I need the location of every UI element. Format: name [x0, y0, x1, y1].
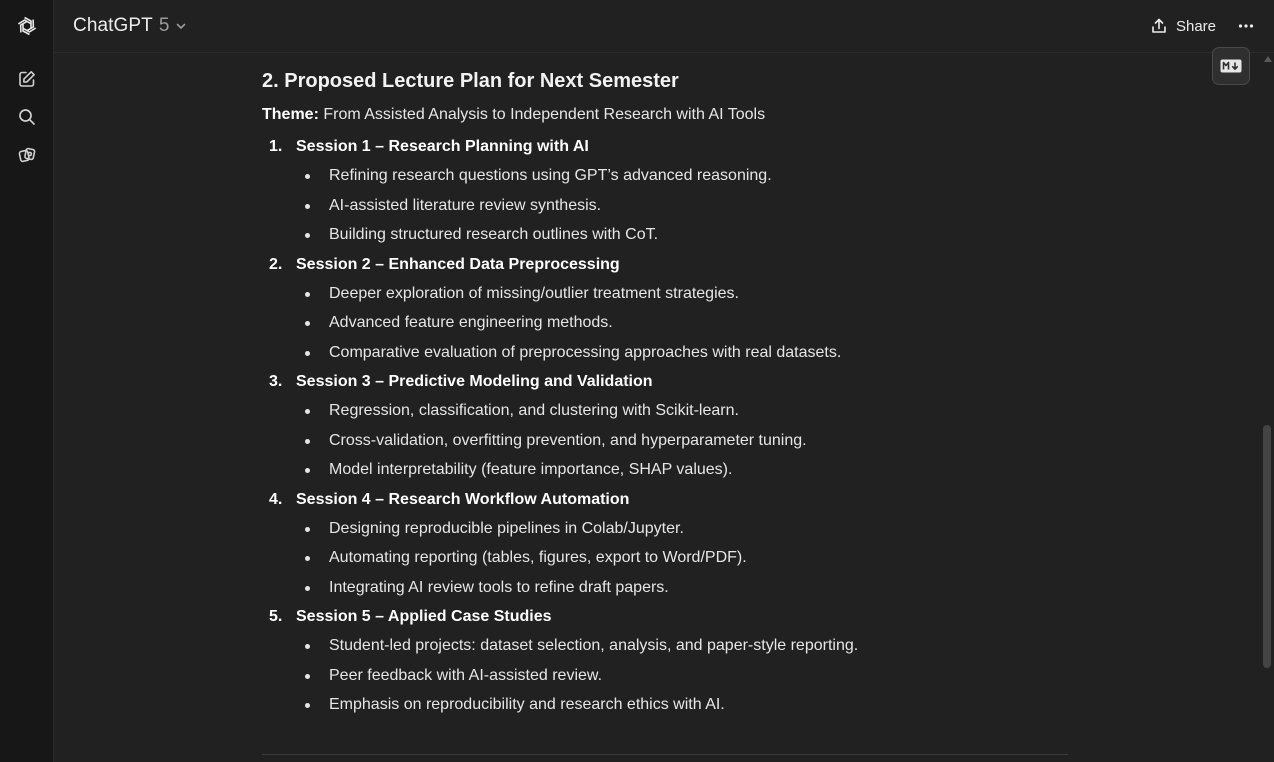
session-heading [262, 250, 1068, 279]
bullet-dot [305, 644, 310, 649]
model-switcher[interactable] [65, 12, 195, 40]
bullet-dot [305, 204, 310, 209]
bullet-dot [305, 174, 310, 179]
markdown-button[interactable] [1212, 47, 1250, 85]
theme-label: Theme: [262, 106, 319, 123]
bullet-text: AI-assisted literature review synthesis. [329, 196, 602, 214]
bullet-text: Cross-validation, overfitting prevention, and hyperparameter tuning. [329, 431, 807, 449]
bullet-text: Deeper exploration of missing/outlier treatment strategies. [329, 284, 739, 302]
session-item [262, 602, 1068, 720]
bullet-text: Designing reproducible pipelines in Colab/Jupyter. [329, 519, 684, 537]
ellipsis-icon [1237, 17, 1255, 35]
bullet-dot [305, 409, 310, 414]
session-number: 4. [269, 490, 283, 508]
bullet-dot [305, 292, 310, 297]
chatgpt-logo-icon[interactable] [11, 10, 43, 42]
session-title: Session 3 – Predictive Modeling and Validation [296, 373, 653, 390]
assistant-message [262, 66, 1068, 720]
list-item [262, 514, 1068, 544]
session-item [262, 367, 1068, 485]
scrollbar-thumb[interactable] [1263, 425, 1271, 668]
list-item [262, 279, 1068, 309]
session-number: 3. [269, 373, 283, 390]
list-item [262, 661, 1068, 691]
bullet-text: Regression, classification, and clustering with Scikit-learn. [329, 402, 739, 419]
bullet-text: Comparative evaluation of preprocessing approaches with real datasets. [329, 343, 842, 361]
bullet-dot [305, 321, 310, 326]
session-number: 1. [269, 138, 283, 155]
session-number: 2. [269, 255, 283, 273]
more-options-button[interactable] [1232, 12, 1260, 40]
bullet-text: Advanced feature engineering methods. [329, 314, 613, 331]
session-title: Session 5 – Applied Case Studies [296, 608, 552, 625]
session-title: Session 2 – Enhanced Data Preprocessing [296, 255, 620, 273]
list-item [262, 220, 1068, 250]
list-item [262, 161, 1068, 191]
bullet-list [262, 514, 1068, 603]
theme-line [262, 103, 1068, 127]
session-heading [262, 367, 1068, 396]
share-label: Share [1175, 17, 1216, 35]
session-heading [262, 132, 1068, 161]
bullet-list [262, 631, 1068, 720]
bullet-text: Integrating AI review tools to refine draft papers. [329, 578, 669, 596]
share-button[interactable] [1146, 12, 1220, 40]
section-title: 2. Proposed Lecture Plan for Next Semester [262, 70, 679, 92]
list-item [262, 338, 1068, 368]
list-item [262, 308, 1068, 338]
list-item [262, 426, 1068, 456]
session-number: 5. [269, 608, 283, 625]
markdown-icon [1220, 59, 1242, 73]
scroll-up-arrow-icon[interactable] [1264, 56, 1272, 62]
session-title: Session 4 – Research Workflow Automation [296, 490, 630, 508]
sidebar-rail [0, 0, 54, 762]
top-bar [54, 0, 1274, 53]
bullet-text: Emphasis on reproducibility and research ethics with AI. [329, 696, 725, 713]
bullet-dot [305, 233, 310, 238]
bullet-dot [305, 556, 310, 561]
bullet-text: Automating reporting (tables, figures, export to Word/PDF). [329, 549, 747, 566]
bullet-dot [305, 527, 310, 532]
model-name: ChatGPT [73, 15, 153, 36]
new-chat-icon[interactable] [11, 63, 43, 95]
session-list [262, 132, 1068, 720]
session-heading [262, 602, 1068, 631]
bullet-text: Model interpretability (feature importance, SHAP values). [329, 461, 733, 478]
search-icon[interactable] [11, 101, 43, 133]
list-item [262, 455, 1068, 485]
bullet-text: Refining research questions using GPT’s advanced reasoning. [329, 167, 772, 184]
bullet-dot [305, 468, 310, 473]
list-item [262, 396, 1068, 426]
bullet-dot [305, 703, 310, 708]
model-version: 5 [158, 15, 170, 36]
gpts-icon[interactable] [11, 139, 43, 171]
share-icon [1150, 17, 1168, 35]
session-title: Session 1 – Research Planning with AI [296, 138, 589, 155]
session-heading [262, 485, 1068, 514]
list-item [262, 191, 1068, 221]
session-item [262, 250, 1068, 368]
list-item [262, 631, 1068, 661]
bullet-text: Student-led projects: dataset selection, analysis, and paper-style reporting. [329, 637, 859, 654]
bullet-list [262, 279, 1068, 368]
section-divider [262, 754, 1068, 755]
bullet-dot [305, 586, 310, 591]
session-item [262, 485, 1068, 603]
bullet-text: Peer feedback with AI-assisted review. [329, 666, 603, 684]
chevron-down-icon [175, 20, 187, 32]
list-item [262, 690, 1068, 720]
theme-text: From Assisted Analysis to Independent Research with AI Tools [318, 106, 766, 123]
list-item [262, 573, 1068, 603]
session-item [262, 132, 1068, 250]
bullet-dot [305, 351, 310, 356]
bullet-dot [305, 674, 310, 679]
bullet-text: Building structured research outlines with CoT. [329, 226, 659, 243]
scrollbar[interactable] [1262, 53, 1274, 762]
bullet-list [262, 396, 1068, 485]
bullet-list [262, 161, 1068, 250]
bullet-dot [305, 439, 310, 444]
list-item [262, 543, 1068, 573]
